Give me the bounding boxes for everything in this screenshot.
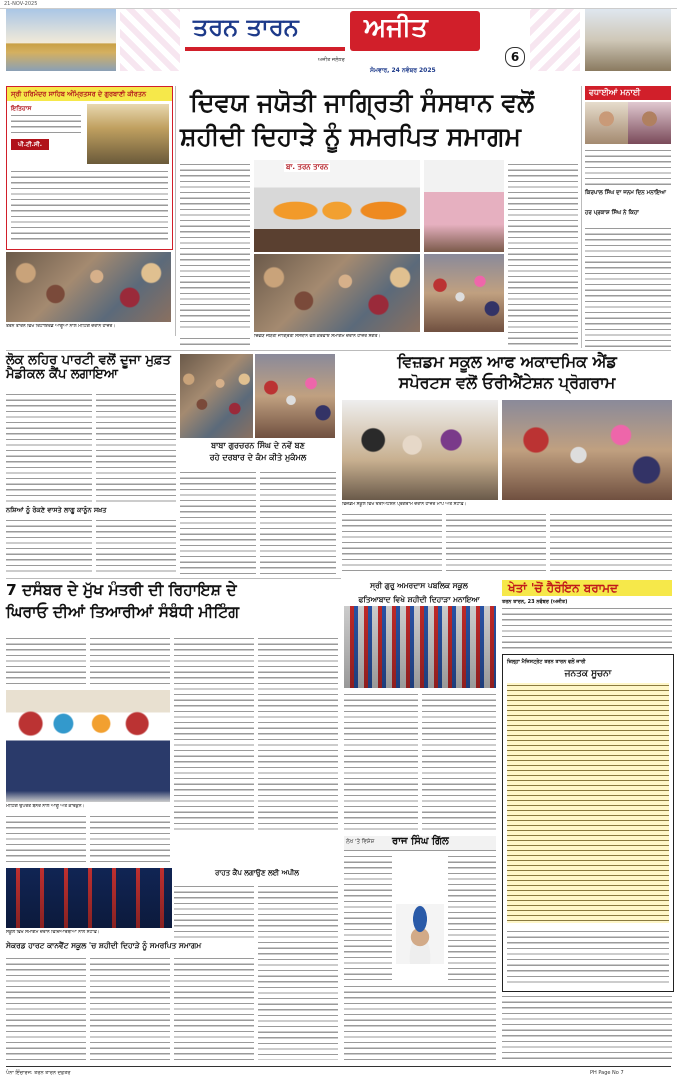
medical-camp-col1 [6,392,92,502]
notice-body [507,683,669,923]
column-rule [175,86,176,336]
section-rule [6,578,341,579]
sacred-heart-col2 [90,956,170,1060]
notice-footer-text [507,929,669,985]
baba-col1 [180,470,256,574]
meeting-col1-b [6,814,86,864]
gurbani-box-title: ਸ੍ਰੀ ਹਰਿਮੰਦਰ ਸਾਹਿਬ ਅੰਮ੍ਰਿਤਸਰ ਦੇ ਗੁਰਬਾਣੀ ਕੀਰਤਨ [11,90,147,98]
baba-photo-2 [255,354,335,438]
footer-page-ref: PH Page No 7 [590,1070,624,1076]
baba-photo-1 [180,354,253,438]
birthday-subhead-2: ਹਰ ਪ੍ਰਕਾਸ਼ ਸਿੰਘ ਨੇ ਕਿਹਾ [585,210,639,216]
relief-camp-col-a [174,884,254,940]
relief-camp-head-block [174,870,340,877]
decor-pattern-right [530,9,580,71]
birthday-subhead-1: ਕਿਰਪਾਲ ਸਿੰਘ ਦਾ ਜਨਮ ਦਿਨ ਮਨਾਇਆ [585,190,666,196]
notice-head: ਜਨਤਕ ਸੂਚਨਾ [564,669,612,679]
medical-camp-col2 [96,392,176,502]
main-crowd-photo-2 [424,254,504,332]
wisdom-col2 [446,512,546,574]
main-story-tail [180,336,250,348]
baba-col2 [260,470,336,574]
gurbani-box [6,86,173,250]
wisdom-col1 [342,512,442,574]
stage-banner: ਬਾ. ਤਰਨ ਤਾਰਨ [286,163,329,171]
meeting-col2-b [90,814,170,864]
page-number: 6 [505,47,525,67]
obituary-portrait [396,904,444,964]
birthday-photo-1 [585,102,628,144]
column-rule [581,86,582,348]
heroin-headline: ਖੇਤਾਂ 'ਚੋਂ ਹੈਰੋਇਨ ਬਰਾਮਦ [508,581,618,595]
main-crowd-photo [254,254,420,332]
sacred-heart-col1 [6,956,86,1060]
city-title: ਤਰਨ ਤਾਰਨ [193,13,299,41]
meeting-col2 [90,636,170,686]
masthead-date: ਸੋਮਵਾਰ, 24 ਨਵੰਬਰ 2025 [370,67,436,74]
notice-tail [502,994,672,1060]
decor-pattern-left [120,9,180,71]
sacred-heart-headline: ਸੇਕਰਡ ਹਾਰਟ ਕਾਨਵੈਂਟ ਸਕੂਲ 'ਚ ਸ਼ਹੀਦੀ ਦਿਹਾੜੇ ਨੂੰ ਸਮਰਪਿਤ ਸਮਾਗਮ [6,941,202,950]
drug-law-col2 [96,518,176,574]
public-school-col1 [344,692,418,832]
scan-strip [0,0,677,9]
meeting-caption: ਮੀਟਿੰਗ ਉਪਰੰਤ ਬੈਨਰ ਨਾਲ ਆਗੂ ਅਤੇ ਕਾਰਕੁੰਨ। [6,804,85,809]
obituary-label: ਲੇਖ 'ਤੇ ਵਿਸ਼ੇਸ਼ [346,839,375,845]
baba-headline-1: ਬਾਬਾ ਗੁਰਚਰਨ ਸਿੰਘ ਦੇ ਨਵੇਂ ਬਣ [211,441,305,450]
heroin-head-bar [502,580,672,596]
golden-temple-photo [6,9,116,71]
drug-law-col1 [6,518,92,574]
footer-note: ਪੰਨਾ ਇੰਚਾਰਜ: ਤਰਨ ਤਾਰਨ ਦਫ਼ਤਰ [6,1070,71,1076]
meeting-headline-2: ਘਿਰਾਓ ਦੀਆਂ ਤਿਆਰੀਆਂ ਸੰਬੰਧੀ ਮੀਟਿੰਗ [6,603,240,622]
wisdom-headline-1: ਵਿਜ਼ਡਮ ਸਕੂਲ ਆਫ ਅਕਾਦਮਿਕ ਐਂਡ [397,352,617,371]
wisdom-headline-2: ਸਪੋਰਟਸ ਵਲੋਂ ਓਰੀਐਂਟੇਸ਼ਨ ਪ੍ਰੋਗਰਾਮ [398,372,616,392]
main-story-col-right [508,162,578,347]
relief-camp-head: ਰਾਹਤ ਕੈਂਪ ਲਗਾਉਣ ਲਈ ਅਪੀਲ [215,869,299,877]
birthday-body [585,226,671,348]
city-title-wrap [185,13,345,51]
building-photo [585,9,671,71]
gurbani-body [11,169,168,243]
main-photo-right [424,160,504,252]
medical-camp-headline: ਲੋਕ ਲਹਿਰ ਪਾਰਟੀ ਵਲੋਂ ਦੂਜਾ ਮੁਫ਼ਤ ਮੈਡੀਕਲ ਕੈਂਪ ਲਗਾਇਆ [6,353,171,382]
school-event-caption: ਸਕੂਲ ਵਿਖੇ ਸਮਾਗਮ ਦੌਰਾਨ ਵਿਦਿਆਰਥੀਆਂ ਨਾਲ ਸਟਾਫ਼। [6,930,100,935]
medical-camp-headline-block [6,354,206,381]
obituary-head [344,836,496,851]
drug-law-subhead: ਨਸ਼ਿਆਂ ਨੂੰ ਰੋਕਣੇ ਵਾਸਤੇ ਲਾਗੂ ਕਾਨੂੰਨ ਸਖ਼ਤ [6,506,107,514]
public-school-head-2: ਫਤਿਆਬਾਦ ਵਿਖੇ ਸ਼ਹੀਦੀ ਦਿਹਾੜਾ ਮਨਾਇਆ [358,594,480,604]
school-event-photo [6,868,172,928]
meeting-headline-1: 7 ਦਸੰਬਰ ਦੇ ਮੁੱਖ ਮੰਤਰੀ ਦੀ ਰਿਹਾਇਸ਼ ਦੇ [6,581,237,599]
obituary-tail [344,984,496,1060]
birthday-photo-2 [628,102,671,144]
wisdom-photo-1 [342,400,498,500]
wisdom-col3 [550,512,672,574]
wisdom-photo-2 [502,400,672,500]
heroin-lead: ਤਰਨ ਤਾਰਨ, 23 ਨਵੰਬਰ (ਅਜੀਤ) [502,599,568,605]
meeting-headline-block [6,582,341,621]
gurbani-box-head [7,87,172,101]
birthday-text [585,148,671,188]
main-story-col1 [180,162,250,332]
heroin-body [502,606,672,650]
baba-headline-2: ਰਹੇ ਦਰਬਾਰ ਦੇ ਕੰਮ ਕੀਤੇ ਮੁਕੰਮਲ [209,453,307,463]
public-school-head-1: ਸ੍ਰੀ ਗੁਰੂ ਅਮਰਦਾਸ ਪਬਲਿਕ ਸਕੂਲ [370,581,468,590]
public-school-head [344,582,494,604]
wisdom-headline-block [342,354,672,392]
birthday-head [585,86,671,100]
public-school-col2 [422,692,496,832]
wisdom-caption: ਵਿਜ਼ਡਮ ਸਕੂਲ ਵਿਖੇ ਓਰੀਐਂਟੇਸ਼ਨ ਪ੍ਰੋਗਰਾਮ ਦੌਰਾਨ ਹਾਜ਼ਰ ਮਾਪੇ ਅਤੇ ਸਟਾਫ਼। [342,502,467,507]
masthead [0,9,677,79]
masthead-sub: ਅਜੀਤ ਜਲੰਧਰ [318,57,345,63]
section-rule [6,350,671,351]
paper-title: ਅਜੀਤ [364,13,428,43]
ptc-badge: ਪੀ.ਟੀ.ਸੀ. [11,139,49,150]
relief-camp-col [258,884,338,1060]
gurbani-label: ਇਤਿਹਾਸ [11,105,32,112]
sacred-heart-col3 [174,956,254,1060]
meeting-col4 [258,636,338,832]
public-notice-box [502,654,674,992]
masthead-title-block [185,11,500,55]
meeting-photo [6,690,170,802]
obituary-name: ਰਾਜ ਸਿੰਘ ਗਿੱਲ [392,836,449,847]
scan-strip-text: 21-NOV-2025 [4,1,38,7]
meeting-col1 [6,636,86,686]
obituary-col1 [344,854,392,980]
main-story-caption: ਦਿਵਯ ਜਯੋਤੀ ਜਾਗ੍ਰਿਤੀ ਸੰਸਥਾਨ ਵਲੋਂ ਕਰਵਾਏ ਸਮਾਗਮ ਦੌਰਾਨ ਹਾਜ਼ਰ ਸੰਗਤ। [254,334,381,339]
birthday-title: ਵਧਾਈਆਂ ਮਨਾਈ [589,88,641,97]
footer-rule [6,1066,671,1067]
obituary-col3 [448,854,496,980]
main-headline-block [180,88,575,158]
birthday-box [585,86,671,144]
public-school-photo [344,606,496,688]
retired-meeting-caption: ਤਰਨ ਤਾਰਨ ਵਿਖੇ ਰਿਟਾਇਰਡ ਆਗੂਆਂ ਨਾਲ ਮੀਟਿੰਗ ਦੌਰਾਨ ਹਾਜ਼ਰ। [6,324,116,329]
main-headline-line2: ਸ਼ਹੀਦੀ ਦਿਹਾੜੇ ਨੂੰ ਸਮਰਪਿਤ ਸਮਾਗਮ [180,122,521,151]
baba-headline-block [180,442,336,463]
notice-sub: ਜ਼ਿਲ੍ਹਾ ਮੈਜਿਸਟ੍ਰੇਟ ਤਰਨ ਤਾਰਨ ਵਲੋਂ ਜਾਰੀ [507,659,586,665]
meeting-col3 [174,636,254,832]
gurbani-photo [87,104,169,164]
paper-title-wrap [350,11,480,51]
main-stage-photo [254,160,420,252]
retired-meeting-photo [6,252,171,322]
gurbani-text [11,113,81,135]
main-headline-line1: ਦਿਵਯ ਜਯੋਤੀ ਜਾਗ੍ਰਿਤੀ ਸੰਸਥਾਨ ਵਲੋਂ [190,88,535,117]
